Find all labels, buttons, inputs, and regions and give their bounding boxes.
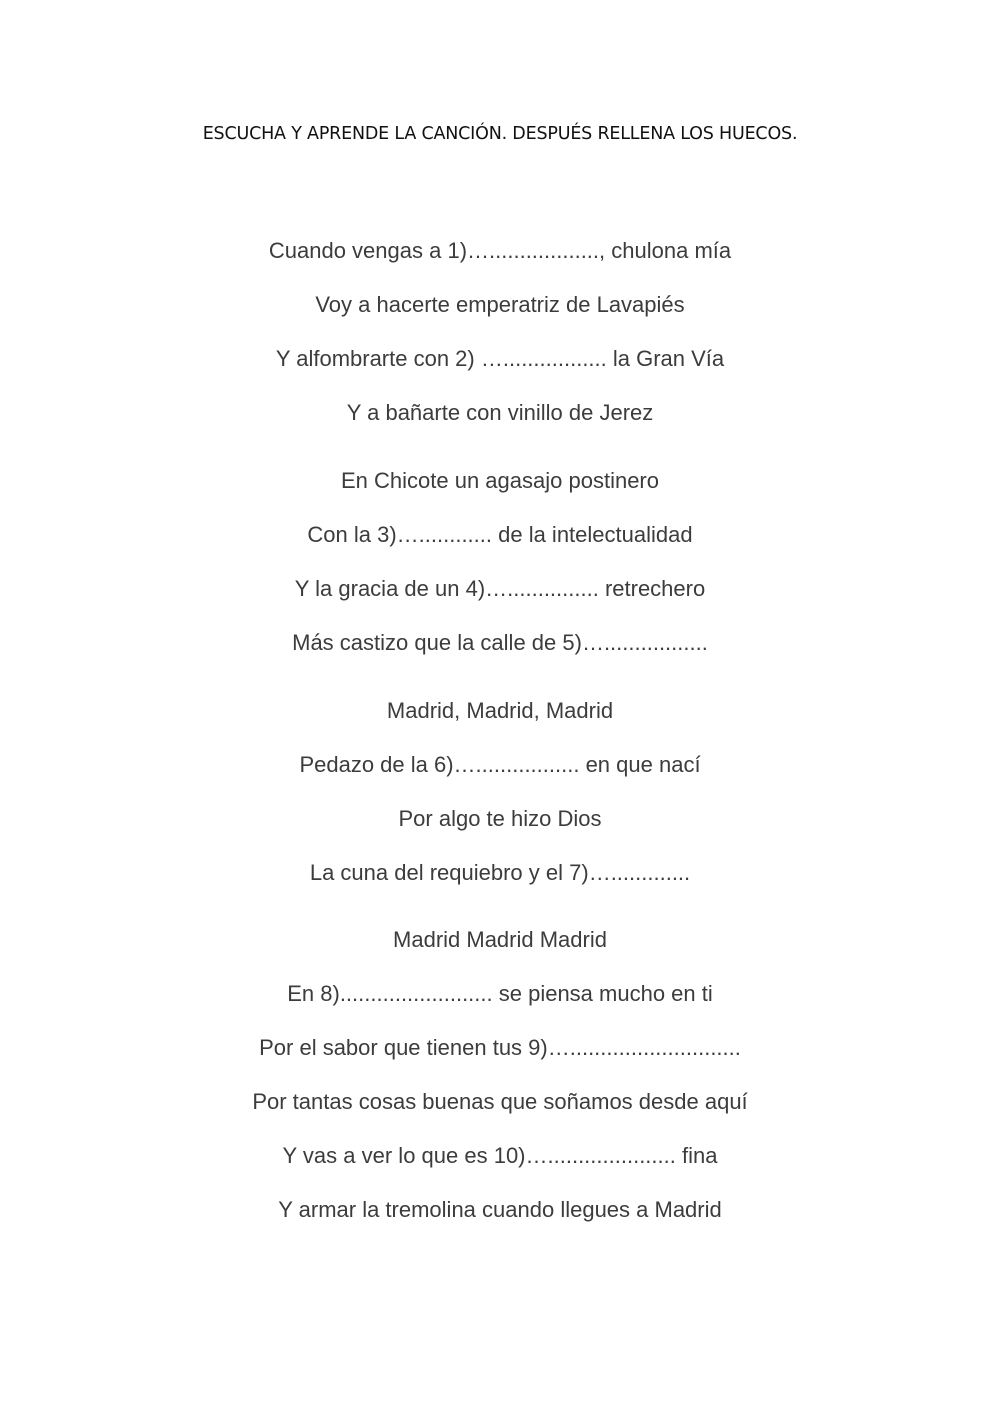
lyric-line: Y a bañarte con vinillo de Jerez <box>346 400 654 425</box>
lyric-line: Madrid Madrid Madrid <box>393 927 607 952</box>
lyric-line: Y armar la tremolina cuando llegues a Madrid <box>278 1197 722 1222</box>
instruction-heading: ESCUCHA Y APRENDE LA CANCIÓN. DESPUÉS RELLENA LOS HUECOS. <box>202 124 798 144</box>
lyric-line: Por el sabor que tienen tus 9)…............................ <box>259 1035 741 1060</box>
lyric-line: Cuando vengas a 1)….................., chulona mía <box>268 238 732 263</box>
lyric-line: Y vas a ver lo que es 10)…..................... fina <box>282 1143 718 1168</box>
lyric-line: La cuna del requiebro y el 7)…............. <box>309 860 691 885</box>
lyric-line: Y alfombrarte con 2) …................. la Gran Vía <box>275 346 725 371</box>
lyric-line: Por tantas cosas buenas que soñamos desde aquí <box>252 1089 748 1114</box>
lyric-line: En 8)......................... se piensa mucho en ti <box>287 981 713 1006</box>
lyric-line: Y la gracia de un 4)…............... retrechero <box>294 576 706 601</box>
lyric-line: Más castizo que la calle de 5)…................. <box>292 630 708 655</box>
lyric-line: Voy a hacerte emperatriz de Lavapiés <box>315 292 685 317</box>
lyric-line: Con la 3)…............ de la intelectualidad <box>307 522 693 547</box>
lyric-line: Por algo te hizo Dios <box>398 806 602 831</box>
lyric-line: En Chicote un agasajo postinero <box>341 468 659 493</box>
lyric-line: Madrid, Madrid, Madrid <box>386 698 614 723</box>
lyric-line: Pedazo de la 6)…................. en que nací <box>299 752 701 777</box>
